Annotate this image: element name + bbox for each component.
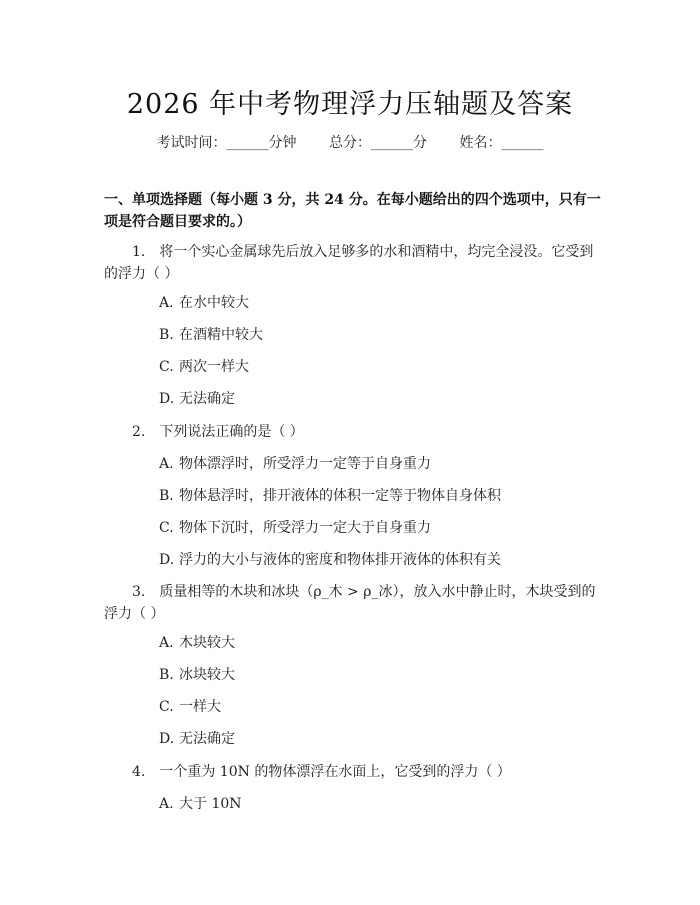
question-number: 2. [132, 424, 146, 440]
question-3 [104, 581, 604, 625]
question-text: 将一个实心金属球先后放入足够多的水和酒精中，均完全浸没。它受到的浮力（ ） [104, 244, 594, 282]
section-heading: 一、单项选择题（每小题 3 分，共 24 分。在每小题给出的四个选项中，只有一项是符合题目要求的。） [104, 192, 601, 230]
question-1-option-a [159, 292, 249, 314]
exam-score: 总分：______分 [329, 135, 427, 151]
option-letter: C. [159, 520, 174, 536]
question-2-option-a [159, 453, 431, 475]
option-text: 两次一样大 [179, 359, 249, 375]
question-number: 4. [132, 764, 146, 780]
question-3-option-c [159, 696, 221, 718]
question-text: 一个重为 10N 的物体漂浮在水面上，它受到的浮力（ ） [159, 764, 511, 780]
option-text: 物体悬浮时，排开液体的体积一定等于物体自身体积 [179, 488, 501, 504]
question-text: 质量相等的木块和冰块（ρ_木 > ρ_冰），放入水中静止时，木块受到的浮力（ ） [104, 584, 596, 622]
option-letter: A. [159, 796, 174, 812]
exam-name: 姓名：______ [459, 135, 544, 151]
option-text: 大于 10N [179, 796, 242, 812]
option-letter: A. [159, 635, 174, 651]
option-letter: B. [159, 667, 174, 683]
question-1-option-c [159, 356, 249, 378]
option-text: 浮力的大小与液体的密度和物体排开液体的体积有关 [179, 552, 501, 568]
page-title: 2026 年中考物理浮力压轴题及答案 [126, 89, 574, 120]
question-3-option-b [159, 664, 235, 686]
question-2-option-c [159, 517, 431, 539]
question-1-option-d [159, 388, 235, 410]
option-text: 物体下沉时，所受浮力一定大于自身重力 [179, 520, 431, 536]
question-3-option-a [159, 632, 235, 654]
question-number: 3. [132, 584, 146, 600]
option-text: 无法确定 [179, 391, 235, 407]
option-text: 在水中较大 [179, 295, 249, 311]
option-text: 一样大 [179, 699, 221, 715]
option-letter: D. [159, 552, 175, 568]
exam-time: 考试时间：______分钟 [156, 135, 297, 151]
option-letter: D. [159, 731, 175, 747]
option-text: 无法确定 [179, 731, 235, 747]
question-2 [104, 421, 604, 443]
option-text: 在酒精中较大 [179, 327, 263, 343]
option-letter: C. [159, 359, 174, 375]
question-4-option-a [159, 793, 242, 815]
exam-meta [0, 132, 700, 152]
question-4 [104, 761, 604, 783]
option-letter: A. [159, 295, 174, 311]
question-3-option-d [159, 728, 235, 750]
option-letter: B. [159, 327, 174, 343]
option-text: 木块较大 [179, 635, 235, 651]
question-1-option-b [159, 324, 263, 346]
option-text: 物体漂浮时，所受浮力一定等于自身重力 [179, 456, 431, 472]
question-2-option-b [159, 485, 501, 507]
question-1 [104, 241, 604, 285]
option-letter: B. [159, 488, 174, 504]
question-number: 1. [132, 244, 146, 260]
question-2-option-d [159, 549, 501, 571]
option-letter: A. [159, 456, 174, 472]
option-text: 冰块较大 [179, 667, 235, 683]
question-text: 下列说法正确的是（ ） [159, 424, 304, 440]
option-letter: C. [159, 699, 174, 715]
option-letter: D. [159, 391, 175, 407]
